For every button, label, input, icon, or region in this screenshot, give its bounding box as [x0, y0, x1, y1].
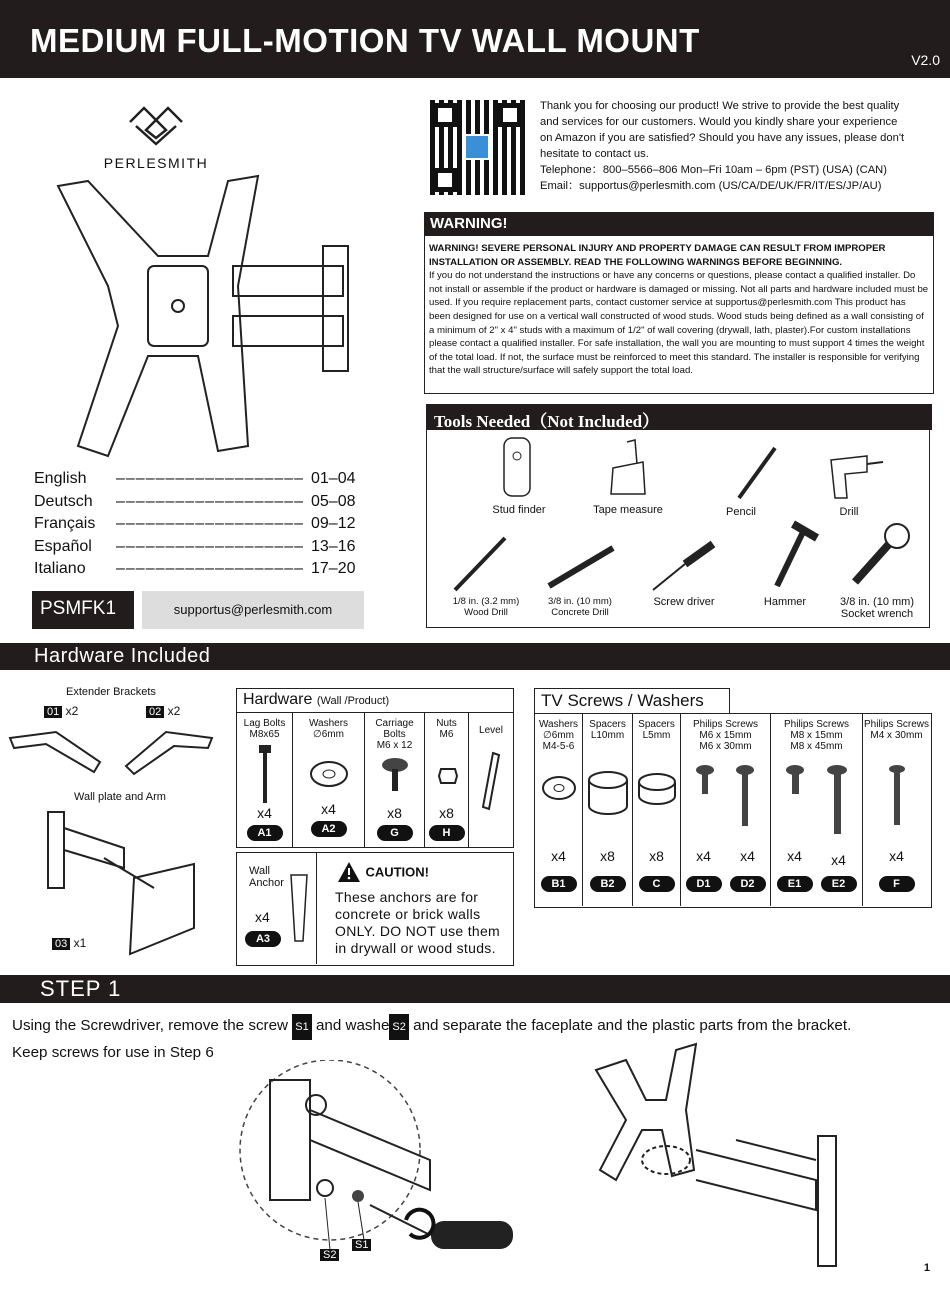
tv-cell-f: Philips Screws M4 x 30mm x4 F [863, 719, 930, 890]
contact-line: and services for our customers. Would you kindly share your experience [540, 116, 898, 128]
s2-callout: S2 [320, 1249, 339, 1261]
tool-label: 3/8 in. (10 mm) Socket wrench [840, 596, 914, 620]
hardware-cell-a2: Washers ∅6mm x4 A2 [293, 713, 365, 847]
screwdriver-icon [649, 538, 719, 594]
support-email[interactable]: supportus@perlesmith.com [142, 591, 364, 629]
page-title: MEDIUM FULL-MOTION TV WALL MOUNT [30, 22, 700, 59]
title-bar [0, 0, 950, 78]
brand-name: PERLESMITH [103, 155, 209, 171]
email-line: Email：supportus@perlesmith.com (US/CA/DE/UK/FR/IT/ES/JP/AU) [540, 180, 882, 192]
spacer-l5-icon [637, 772, 677, 806]
philips-m4-screw-icon [887, 764, 907, 828]
caution-header: CAUTION! [337, 861, 429, 883]
tool-label: 3/8 in. (10 mm) Concrete Drill [548, 596, 612, 618]
step-1-assembly-illustration [586, 1040, 846, 1270]
hardware-box [236, 688, 514, 848]
wall-plate-count: 03 x1 [52, 936, 86, 950]
mount-illustration [48, 166, 358, 466]
language-row[interactable]: English ––––––––––––––––––– 01–04 [34, 470, 356, 487]
tool-label: 1/8 in. (3.2 mm) Wood Drill [452, 596, 520, 618]
language-row[interactable]: Italiano ––––––––––––––––––– 17–20 [34, 560, 356, 577]
contact-line: on Amazon if you are satisfied? Should you have any issues, please don't [540, 132, 905, 144]
warning-body [424, 236, 934, 394]
step-1-detail-illustration [220, 1060, 530, 1270]
tool-label: Drill [839, 506, 859, 518]
tv-screws-box [534, 713, 932, 908]
tv-cell-c: Spacers L5mm x8 C [633, 714, 681, 906]
tools-panel [426, 430, 930, 628]
wall-plate-label: Wall plate and Arm [74, 791, 166, 803]
tv-washer-icon [541, 774, 577, 802]
tv-cell-b2: Spacers L10mm x8 B2 [583, 714, 633, 906]
s1-label: S1 [292, 1014, 311, 1040]
extender-brackets-icon [6, 726, 216, 778]
step-1-title: STEP 1 [40, 976, 122, 1001]
qr-code [430, 100, 525, 195]
tool-label: Screw driver [653, 596, 715, 608]
socket-wrench-icon [847, 520, 917, 592]
hardware-section-title: Hardware Included [34, 645, 211, 667]
carriage-bolt-icon [379, 757, 411, 793]
tool-label: Tape measure [593, 504, 663, 516]
wood-drill-icon [449, 534, 509, 594]
stud-finder-icon [501, 436, 535, 498]
telephone-line: Telephone：800–5566–806 Mon–Fri 10am – 6pm (PST) (USA) (CAN) [540, 164, 887, 176]
hardware-section-bar [0, 643, 950, 670]
tv-cell-d: Philips Screws M6 x 15mm M6 x 30mm x4 x4 D1 D2 [681, 714, 771, 906]
tools-header: Tools Needed（Not Included） [426, 404, 932, 430]
anchor-box [236, 852, 514, 966]
hardware-cell-level: Level [469, 713, 513, 847]
philips-m6-screws-icon [693, 764, 763, 834]
bracket-01-count: 01 x2 [44, 704, 78, 718]
tv-cell-b1: Washers ∅6mm M4-5-6 x4 B1 [535, 714, 583, 906]
warning-header: WARNING! [424, 212, 934, 236]
tool-label: Stud finder [492, 504, 546, 516]
tv-screws-header: TV Screws / Washers [534, 688, 730, 714]
tv-cell-e: Philips Screws M8 x 15mm M8 x 45mm x4 x4 E1 E2 [771, 714, 863, 906]
philips-m8-screws-icon [783, 764, 853, 836]
version-label: V2.0 [911, 52, 940, 68]
hardware-cell-g: Carriage Bolts M6 x 12 x8 G [365, 713, 425, 847]
hardware-cell-a3: Wall Anchor x4 A3 [237, 853, 317, 964]
logo-icon [96, 100, 216, 150]
hardware-cell-a1: Lag Bolts M8x65 x4 A1 [237, 713, 293, 847]
nut-icon [437, 767, 459, 785]
hammer-icon [763, 520, 823, 592]
page-number: 1 [923, 1262, 930, 1274]
washer-icon [309, 759, 349, 789]
contact-line: hesitate to contact us. [540, 148, 649, 160]
extender-label: Extender Brackets [66, 686, 156, 698]
step-1-instructions: Using the Screwdriver, remove the screw S1 and washe S2 and separate the faceplate and the plastic parts from the bracket. Keep screws for use in Step 6 [12, 1013, 947, 1066]
warning-bold-text: WARNING! SEVERE PERSONAL INJURY AND PROPERTY DAMAGE CAN RESULT FROM IMPROPER INSTALLATION OR ASSEMBLY. READ THE FOLLOWING WARNINGS BEFORE BEGINNING. [429, 243, 886, 268]
tape-measure-icon [605, 438, 651, 498]
language-row[interactable]: Deutsch ––––––––––––––––––– 05–08 [34, 493, 356, 510]
contact-block [540, 98, 940, 194]
pencil-icon [731, 444, 781, 504]
tool-label: Pencil [726, 506, 756, 518]
bracket-02-count: 02 x2 [146, 704, 180, 718]
warning-triangle-icon [337, 861, 361, 883]
caution-text: These anchors are for concrete or brick walls ONLY. DO NOT use them in drywall or wood studs. [335, 889, 501, 956]
hardware-cell-h: Nuts M6 x8 H [425, 713, 469, 847]
s1-callout: S1 [352, 1239, 371, 1251]
language-row[interactable]: Español ––––––––––––––––––– 13–16 [34, 538, 356, 555]
wall-anchor-icon [287, 871, 311, 945]
spacer-l10-icon [587, 770, 629, 816]
contact-line: Thank you for choosing our product! We strive to provide the best quality [540, 100, 900, 112]
drill-icon [827, 450, 887, 502]
warning-text: If you do not understand the instructions or have any concerns or questions, please contact a qualified installer. Do not install or assemble if the product or hardware is damaged or missing. Not all parts and hardware included must be used. If you require replacement parts, contact customer service at supportus@perlesmith.com This product has been designed for use on a vertical wall constructed of wood studs. Wood studs being defined as a wall consisting of a minimum of 2" x 4" studs with a maximum of 1/2" of wall covering (drywall, lath, plaster).For custom installations please contact a qualified installer. For safe installation, the wall you are mounting to must support 4 times the weight of the total load. If not, the surface must be reinforced to meet this standard. The installer is responsible for verifying that the wall structure/surface will safely support the total load. [429, 270, 929, 377]
concrete-drill-icon [545, 542, 617, 592]
level-icon [479, 751, 503, 811]
brand-logo [96, 100, 216, 172]
language-row[interactable]: Français ––––––––––––––––––– 09–12 [34, 515, 356, 532]
hardware-box-header: Hardware (Wall /Product) [237, 689, 513, 713]
model-number: PSMFK1 [32, 591, 134, 629]
step-1-bar [0, 975, 950, 1003]
lag-bolt-icon [255, 745, 275, 805]
tool-label: Hammer [763, 596, 807, 608]
s2-label: S2 [389, 1014, 408, 1040]
